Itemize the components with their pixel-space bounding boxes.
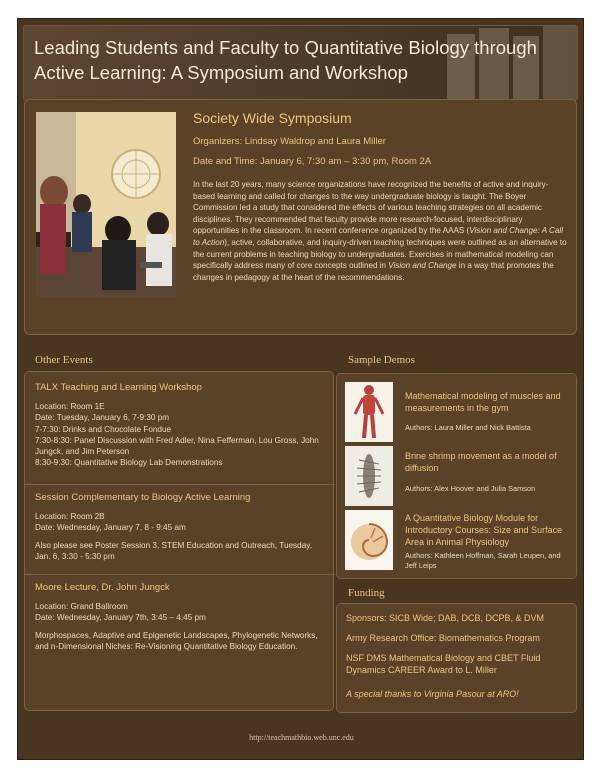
demo-item-nautilus: [345, 510, 570, 572]
demo-title: Brine shrimp movement as a model of diffusion: [405, 451, 557, 473]
description-italic-1: Vision and Change: A Call to Action: [193, 226, 563, 247]
demo-authors: Authors: Alex Hoover and Julia Samson: [405, 484, 536, 493]
event-line: Location: Grand Ballroom: [35, 602, 128, 611]
divider: [25, 484, 335, 485]
date-time-text: Date and Time: January 6, 7:30 am – 3:30 pm, Room 2A: [193, 156, 432, 167]
funding-heading: Funding: [348, 587, 385, 599]
sample-demos-panel: [336, 373, 577, 579]
event-moore-lecture: [35, 582, 327, 652]
sample-demos-heading: Sample Demos: [348, 354, 415, 366]
symposium-heading: Society Wide Symposium: [193, 110, 352, 126]
event-line: Date: Wednesday, January 7th, 3:45 – 4:45 pm: [35, 613, 206, 623]
funding-panel: [336, 603, 577, 713]
description-part-3: in a way that promotes the changes in pedagogy at the heart of the recommendations.: [193, 261, 554, 282]
event-line: 7:30-8:30: Panel Discussion with Fred Adler, Nina Fefferman, Lou Gross, John Jungck, and Jim Peterson: [35, 435, 319, 457]
demo-authors: Authors: Laura Miller and Nick Battista: [405, 423, 531, 432]
other-events-heading: Other Events: [35, 354, 93, 366]
symposium-panel: [24, 99, 577, 335]
page-title: [34, 35, 554, 85]
event-details: [35, 511, 327, 562]
title-line-2: Active Learning: A Symposium and Workshop: [34, 62, 408, 83]
brine-shrimp-icon: [345, 446, 393, 506]
event-details: [35, 401, 327, 469]
footer-url[interactable]: http://teachmathbio.web.unc.edu: [249, 733, 354, 742]
organizers-text: Organizers: Lindsay Waldrop and Laura Miller: [193, 136, 386, 147]
event-details: [35, 601, 327, 652]
description-part-2: ), active, collaborative, and inquiry-driven teaching techniques were outlined as an alternative to the current problems in teaching biology to undergraduates. Exercises in mathematical modeling can specifically address many of core concepts outlined in: [193, 237, 567, 271]
poster: [17, 18, 584, 760]
header-banner: [23, 25, 578, 101]
event-note: Morphospaces, Adaptive and Epigenetic Landscapes, Phylogenetic Networks, and n-Dimensional Niches: Re-Visioning Quantitative Biology Education.: [35, 630, 318, 651]
divider: [25, 574, 335, 575]
other-events-panel: [24, 371, 334, 711]
nautilus-shell-icon: [345, 510, 393, 570]
event-title: TALX Teaching and Learning Workshop: [35, 382, 202, 393]
description-part-1: In the last 20 years, many science organizations have recognized the benefits of active and inquiry-based learning and called for changes to the way undergraduate biology is taught. The Boyer Commission led a study that considered the effects of various teaching strategies on all academic disciplines. They recommended that faculty provide more research-focused, interdisciplinary opportunities in the classroom. In recent conference organized by the AAAS (: [193, 180, 549, 236]
event-line: 8:30-9:30: Quantitative Biology Lab Demonstrations: [35, 458, 223, 468]
funding-item: NSF DMS Mathematical Biology and CBET Fluid Dynamics CAREER Award to L. Miller: [346, 653, 541, 675]
title-line-1: Leading Students and Faculty to Quantitative Biology through: [34, 37, 537, 58]
demo-item-muscles: [345, 382, 570, 442]
funding-item: Sponsors: SICB Wide; DAB, DCB, DCPB, & DVM: [346, 613, 545, 623]
event-line: 7-7:30: Drinks and Chocolate Fondue: [35, 424, 172, 434]
demo-authors: Authors: Kathleen Hoffman, Sarah Leupen, and Jeff Leips: [405, 551, 561, 570]
muscle-figure-icon: [345, 382, 393, 442]
event-title: Moore Lecture, Dr. John Jungck: [35, 582, 170, 593]
classroom-photo: [36, 112, 176, 297]
event-line: Date: Tuesday, January 6, 7-9:30 pm: [35, 413, 170, 423]
description-italic-2: Vision and Change: [388, 261, 457, 271]
event-session: [35, 492, 327, 562]
demo-title: A Quantitative Biology Module for Introductory Courses: Size and Surface Area in Animal Physiology: [405, 513, 563, 547]
event-line: Location: Room 2B: [35, 512, 105, 521]
demo-item-brine-shrimp: [345, 446, 570, 506]
funding-item: Army Research Office: Biomathematics Program: [346, 633, 540, 643]
event-note: Also please see Poster Session 3, STEM Education and Outreach, Tuesday, Jan. 6, 3:30 - 5:30 pm: [35, 540, 313, 561]
demo-title: Mathematical modeling of muscles and measurements in the gym: [405, 391, 561, 413]
event-line: Date: Wednesday, January 7, 8 - 9:45 am: [35, 523, 186, 533]
event-talx: [35, 382, 327, 469]
event-line: Location: Room 1E: [35, 402, 105, 411]
event-title: Session Complementary to Biology Active Learning: [35, 492, 251, 503]
symposium-description: [193, 179, 567, 283]
funding-thanks: A special thanks to Virginia Pasour at ARO!: [346, 689, 519, 699]
